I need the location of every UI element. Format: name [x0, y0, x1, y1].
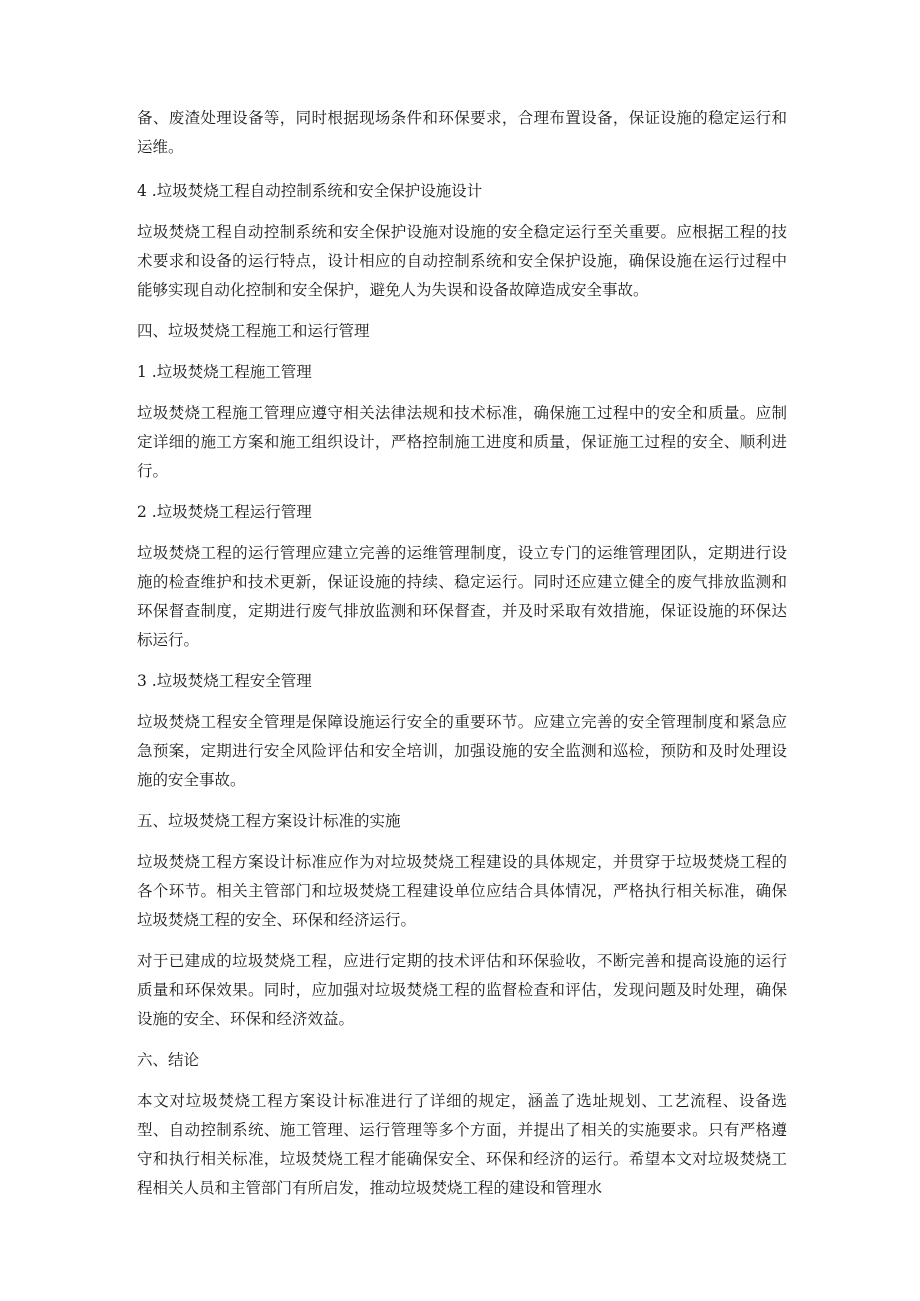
section-heading-6: 六、结论: [137, 1051, 200, 1069]
paragraph-5b: 对于已建成的垃圾焚烧工程，应进行定期的技术评估和环保验收，不断完善和提高设施的运行质量和环保效果。同时，应加强对垃圾焚烧工程的监督检查和评估，发现问题及时处理，确保设施的安全、环保和经济效益。: [137, 952, 787, 1028]
heading-4-2: 2 .垃圾焚烧工程运行管理: [137, 503, 312, 521]
section-heading-5: 五、垃圾焚烧工程方案设计标准的实施: [137, 812, 401, 830]
paragraph-4-1: 垃圾焚烧工程施工管理应遵守相关法律法规和技术标准，确保施工过程中的安全和质量。应制定详细的施工方案和施工组织设计，严格控制施工进度和质量，保证施工过程的安全、顺利进行。: [137, 404, 787, 480]
paragraph-4-2: 垃圾焚烧工程的运行管理应建立完善的运维管理制度，设立专门的运维管理团队，定期进行设施的检查维护和技术更新，保证设施的持续、稳定运行。同时还应建立健全的废气排放监测和环保督查制度，定期进行废气排放监测和环保督查，并及时采取有效措施，保证设施的环保达标运行。: [137, 544, 787, 649]
paragraph-6: 本文对垃圾焚烧工程方案设计标准进行了详细的规定，涵盖了选址规划、工艺流程、设备选型、自动控制系统、施工管理、运行管理等多个方面，并提出了相关的实施要求。只有严格遵守和执行相关标准，垃圾焚烧工程才能确保安全、环保和经济的运行。希望本文对垃圾焚烧工程相关人员和主管部门有所启发，推动垃圾焚烧工程的建设和管理水: [137, 1092, 787, 1197]
document-body: [137, 104, 787, 1203]
heading-4-1: 1 .垃圾焚烧工程施工管理: [137, 363, 312, 381]
paragraph-4: 垃圾焚烧工程自动控制系统和安全保护设施对设施的安全稳定运行至关重要。应根据工程的技术要求和设备的运行特点，设计相应的自动控制系统和安全保护设施，确保设施在运行过程中能够实现自动化控制和安全保护，避免人为失误和设备故障造成安全事故。: [137, 223, 787, 299]
paragraph-intro: 备、废渣处理设备等，同时根据现场条件和环保要求，合理布置设备，保证设施的稳定运行和运维。: [137, 109, 787, 156]
heading-4-3: 3 .垃圾焚烧工程安全管理: [137, 672, 312, 690]
section-heading-4: 四、垃圾焚烧工程施工和运行管理: [137, 322, 370, 340]
paragraph-5a: 垃圾焚烧工程方案设计标准应作为对垃圾焚烧工程建设的具体规定，并贯穿于垃圾焚烧工程的各个环节。相关主管部门和垃圾焚烧工程建设单位应结合具体情况，严格执行相关标准，确保垃圾焚烧工程的安全、环保和经济运行。: [137, 853, 787, 929]
paragraph-4-3: 垃圾焚烧工程安全管理是保障设施运行安全的重要环节。应建立完善的安全管理制度和紧急应急预案，定期进行安全风险评估和安全培训，加强设施的安全监测和巡检，预防和及时处理设施的安全事故。: [137, 713, 787, 789]
heading-4: 4 .垃圾焚烧工程自动控制系统和安全保护设施设计: [137, 182, 483, 200]
